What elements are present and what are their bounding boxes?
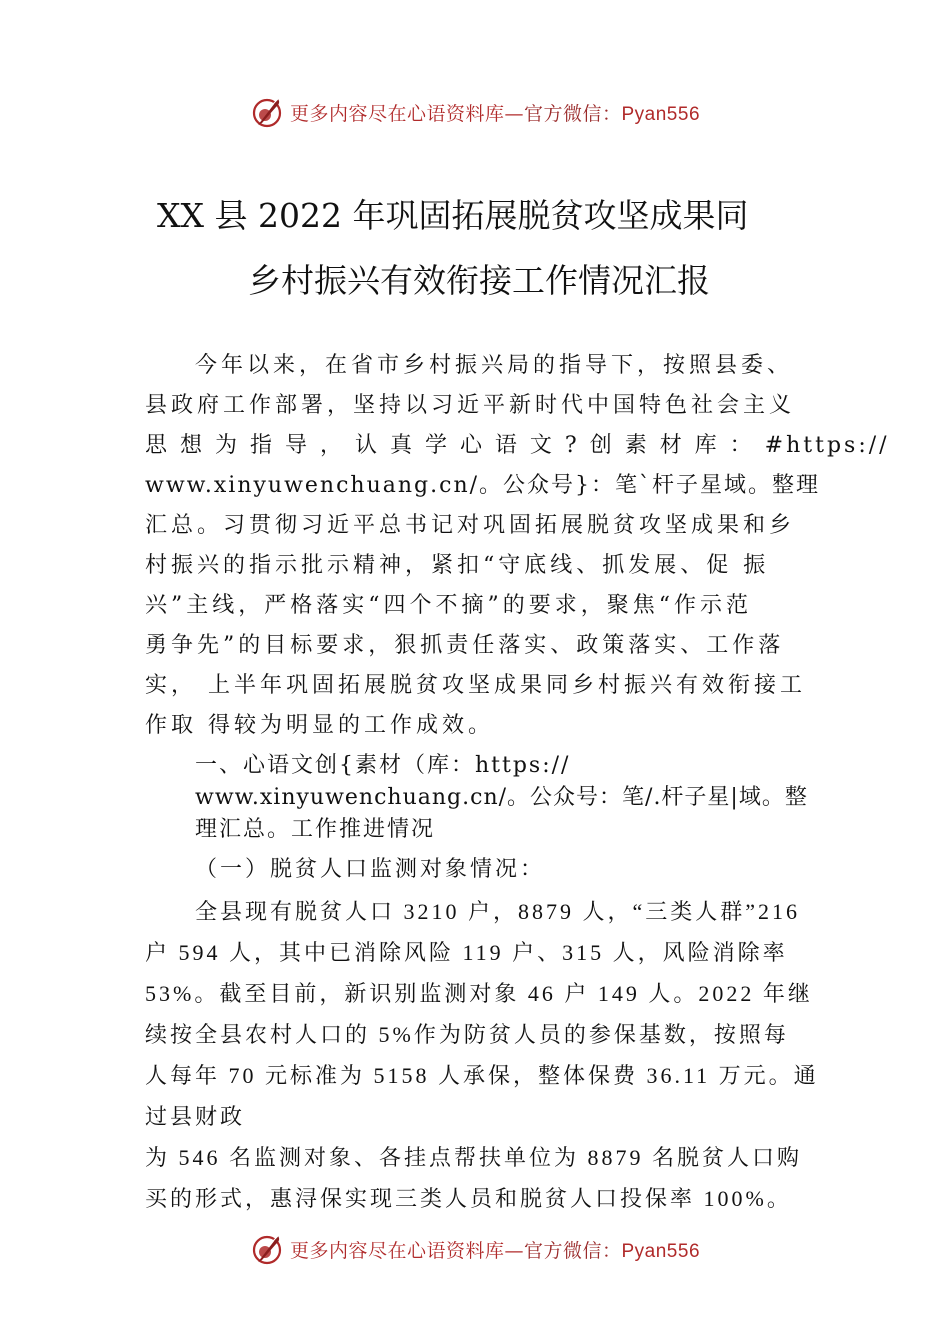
intro-line: www.xinyuwenchuang.cn/。公众号}：笔`杆子星域。整理 [145,473,821,498]
banner-separator: — [504,1239,524,1262]
detail-line: 买的形式，惠浔保实现三类人员和脱贫人口投保率 100%。 [145,1186,792,1211]
section-heading-line: www.xinyuwenchuang.cn/。公众号：笔/.杆子星|域。整 [195,785,808,810]
banner-wechat-label: 官方微信： [523,1239,622,1262]
banner-wechat-label: 官方微信： [523,102,622,125]
intro-line: 勇争先”的目标要求，狠抓责任落实、政策落实、工作落 [145,633,785,658]
intro-line: 汇总。习贯彻习近平总书记对巩固拓展脱贫攻坚成果和乡 [145,513,796,538]
intro-line: 作取 得较为明显的工作成效。 [145,713,494,738]
document-title-line-1: XX 县 2022 年巩固拓展脱贫攻坚成果同 [157,196,749,235]
detail-line: 53%。截至目前，新识别监测对象 46 户 149 人。2022 年继 [145,981,813,1006]
quill-pen-seal-icon [250,95,284,129]
subheading: （一）脱贫人口监测对象情况： [195,857,546,882]
intro-line: 思 想 为 指 导 ， 认 真 学 心 语 文 ? 创 素 材 库 ： #https:// [145,433,890,458]
intro-line: 今年以来，在省市乡村振兴局的指导下，按照县委、 [195,353,794,378]
intro-line: 实， 上半年巩固拓展脱贫攻坚成果同乡村振兴有效衔接工 [145,673,806,698]
banner-text [290,99,700,126]
footer-banner [0,1232,950,1266]
detail-line: 户 594 人，其中已消除风险 119 户、315 人，风险消除率 [145,940,788,965]
section-heading-line: 一、心语文创{素材（库：https:// [195,753,571,778]
detail-line: 全县现有脱贫人口 3210 户，8879 人，“三类人群”216 [195,899,801,924]
detail-line: 过县财政 [145,1104,246,1129]
banner-text [290,1236,700,1263]
detail-line: 人每年 70 元标准为 5158 人承保，整体保费 36.11 万元。通 [145,1063,819,1088]
banner-handle: Pyan556 [621,1240,701,1262]
banner-handle: Pyan556 [621,103,701,125]
detail-line: 续按全县农村人口的 5%作为防贫人员的参保基数，按照每 [145,1022,789,1047]
header-banner [0,95,950,129]
intro-line: 县政府工作部署，坚持以习近平新时代中国特色社会主义 [145,393,796,418]
banner-site-text: 更多内容尽在心语资料库 [289,1239,505,1262]
banner-separator: — [504,102,524,125]
detail-line: 为 546 名监测对象、各挂点帮扶单位为 8879 名脱贫人口购 [145,1145,803,1170]
quill-pen-seal-icon [250,1232,284,1266]
intro-line: 村振兴的指示批示精神，紧扣“守底线、抓发展、促 振 [145,553,770,578]
document-title-line-2: 乡村振兴有效衔接工作情况汇报 [248,261,710,300]
banner-site-text: 更多内容尽在心语资料库 [289,102,505,125]
intro-line: 兴”主线，严格落实“四个不摘”的要求，聚焦“作示范 [145,593,752,618]
section-heading-line: 理汇总。工作推进情况 [195,817,436,842]
